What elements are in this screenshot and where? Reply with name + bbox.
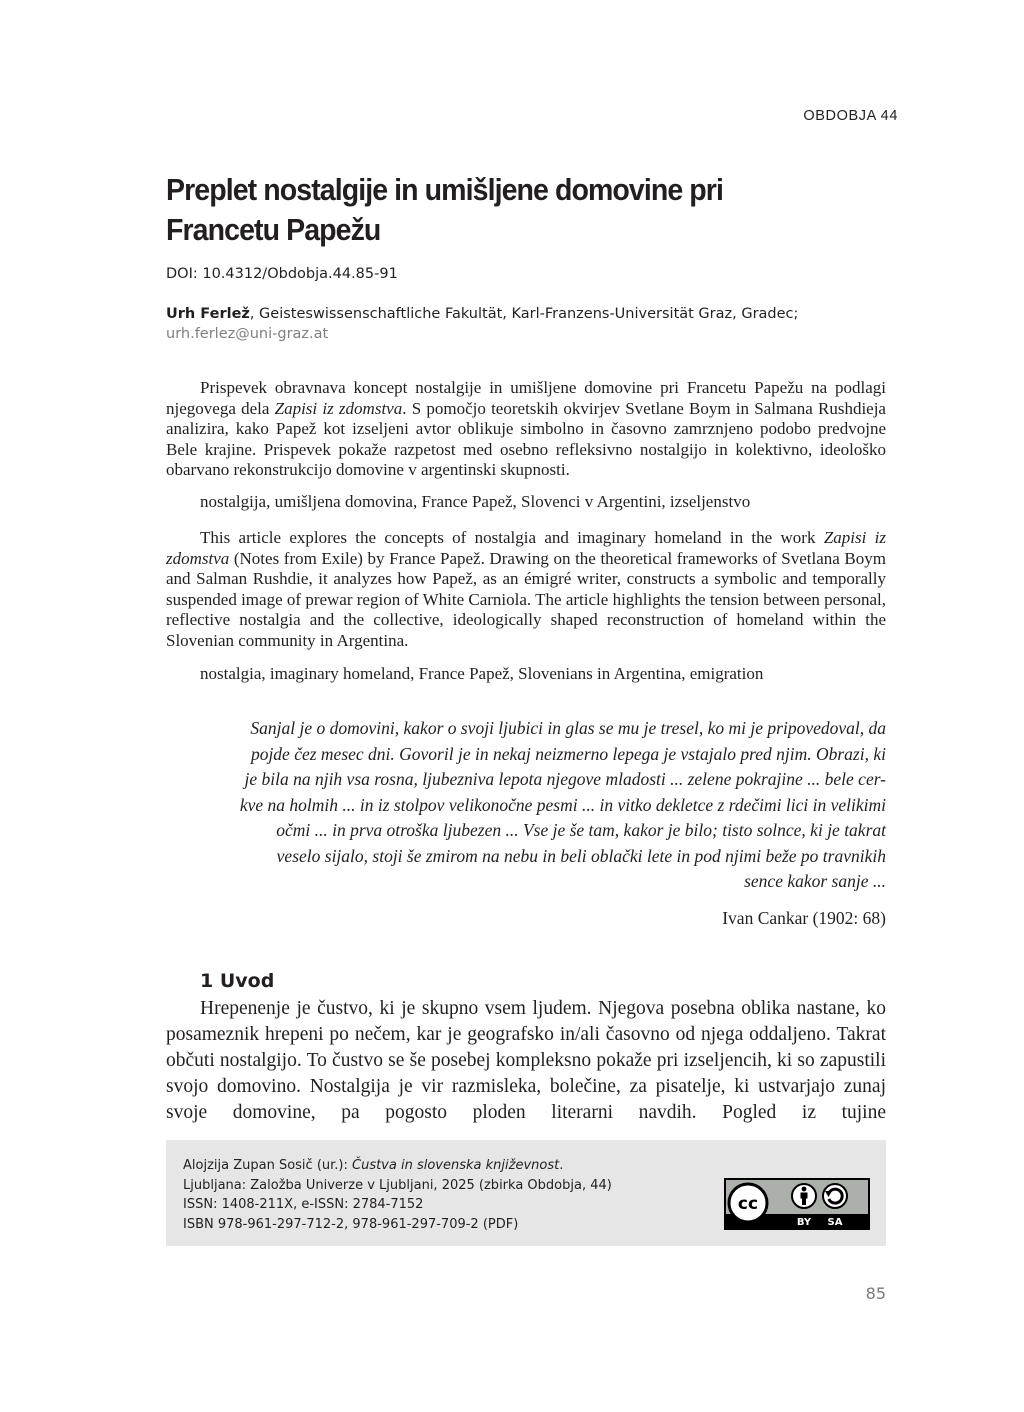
author-block [166, 304, 886, 344]
author-name: Urh Ferlež [166, 306, 250, 322]
license-by-label: BY [796, 1217, 812, 1228]
keywords-english: nostalgia, imaginary homeland, France Papež, Slovenians in Argentina, emigration [200, 664, 764, 683]
abstract-en-part2: (Notes from Exile) by France Papež. Drawing on the theoretical frameworks of Svetlana Boym and Salman Rushdie, it analyzes how Papež, as an émigré writer, constructs a symbolic and temporally suspended image of prewar region of White Carniola. The article highlights the tension between personal, reflective nostalgia and the collective, ideologically shaped reconstruction of homeland within the Slovenian community in Argentina. [166, 548, 886, 650]
author-affiliation: , Geisteswissenschaftliche Fakultät, Karl-Franzens-Universität Graz, Gradec; [249, 306, 799, 322]
pub-issn: ISSN: 1408-211X, e-ISSN: 2784-7152 [183, 1197, 424, 1212]
pub-book-title-end: . [559, 1158, 564, 1173]
epigraph-quote [200, 716, 886, 895]
epigraph-line: Sanjal je o domovini, kakor o svoji ljubici in glas se mu je tresel, ko mi je pripovedoval, da [250, 718, 886, 738]
section-heading: 1 Uvod [200, 970, 275, 992]
page-number: 85 [865, 1284, 886, 1303]
epigraph-line: veselo sijalo, stoji še zmirom na nebu in beli oblački lete in pod njimi beže po travnikih [276, 845, 886, 866]
author-email[interactable]: urh.ferlez@uni-graz.at [166, 326, 329, 342]
epigraph-line: kve na holmih ... in iz stolpov velikonočne pesmi ... in vitko dekletce z rdečimi lici in velikimi [239, 794, 886, 815]
attribution-icon [792, 1184, 816, 1208]
publication-info-lines [183, 1156, 612, 1234]
publication-info-box [166, 1140, 886, 1246]
pub-publisher: Ljubljana: Založba Univerze v Ljubljani, 2025 (zbirka Obdobja, 44) [183, 1177, 612, 1193]
abstract-en-work-title: Zapisi iz zdomstva [166, 528, 886, 568]
epigraph-source: Ivan Cankar (1902: 68) [722, 908, 886, 928]
running-head: OBDOBJA 44 [803, 108, 898, 124]
epigraph-line: sence kakor sanje ... [744, 871, 886, 891]
abstract-sl-part1: Prispevek obravnava koncept nostalgije in umišljene domovine pri Francetu Papežu na podlagi njegovega dela [166, 378, 886, 418]
abstract-english [166, 528, 886, 651]
pub-book-title: Čustva in slovenska književnost [352, 1158, 560, 1173]
intro-paragraph-text: Hrepenenje je čustvo, ki je skupno vsem ljudem. Njegova posebna oblika nastane, ko posameznik hrepeni po nečem, kar je geografsko in/ali časovno od njega oddaljeno. Takrat občuti nostalgijo. To čustvo se še posebej kompleksno pokaže pri izseljencih, ki so zapustili svojo domovino. Nostalgija je vir razmisleka, bolečine, za pisatelje, ki ustvarjajo zunaj svoje domovine, pa pogosto ploden literarni navdih. Pogled iz tujine [166, 998, 886, 1123]
abstract-sl-part2: . S pomočjo teoretskih okvirjev Svetlane Boym in Salmana Rushdieja analizira, kako Papež kot izseljeni avtor oblikuje simbolno in časovno zamrznjeno podobo predvojne Bele krajine. Prispevek pokaže razpetost med osebno refleksivno nostalgijo in kolektivno, ideološko obarvano rekonstrukcijo domovine v argentinski skupnosti. [166, 398, 886, 479]
epigraph-line: je bila na njih vsa rosna, ljubezniva lepota njegove mladosti ... zelene pokrajine ... bele cer- [244, 769, 886, 789]
intro-paragraph [166, 996, 886, 1126]
doi: DOI: 10.4312/Obdobja.44.85-91 [166, 266, 398, 282]
pub-isbn: ISBN 978-961-297-712-2, 978-961-297-709-2 (PDF) [183, 1216, 519, 1232]
epigraph-line: pojde čez mesec dni. Govoril je in nekaj neizmerno lepega je vstajalo pred njim. Obrazi, ki [250, 743, 886, 764]
cc-by-sa-license-badge[interactable] [724, 1178, 870, 1230]
abstract-slovenian [166, 378, 886, 481]
license-sa-label: SA [827, 1217, 843, 1228]
abstract-sl-work-title: Zapisi iz zdomstva [274, 398, 403, 418]
cc-logo-text: cc [737, 1194, 759, 1214]
epigraph-line: očmi ... in prva otroška ljubezen ... Vse je še tam, kakor je bilo; tisto solnce, ki je takrat [276, 820, 886, 840]
abstract-en-part1: This article explores the concepts of nostalgia and imaginary homeland in the work [200, 528, 824, 547]
article-title: Preplet nostalgije in umišljene domovine pri Francetu Papežu [166, 172, 723, 247]
keywords-slovenian: nostalgija, umišljena domovina, France Papež, Slovenci v Argentini, izseljenstvo [200, 492, 751, 511]
pub-editor: Alojzija Zupan Sosič (ur.): [183, 1158, 352, 1173]
share-alike-icon [823, 1184, 847, 1208]
